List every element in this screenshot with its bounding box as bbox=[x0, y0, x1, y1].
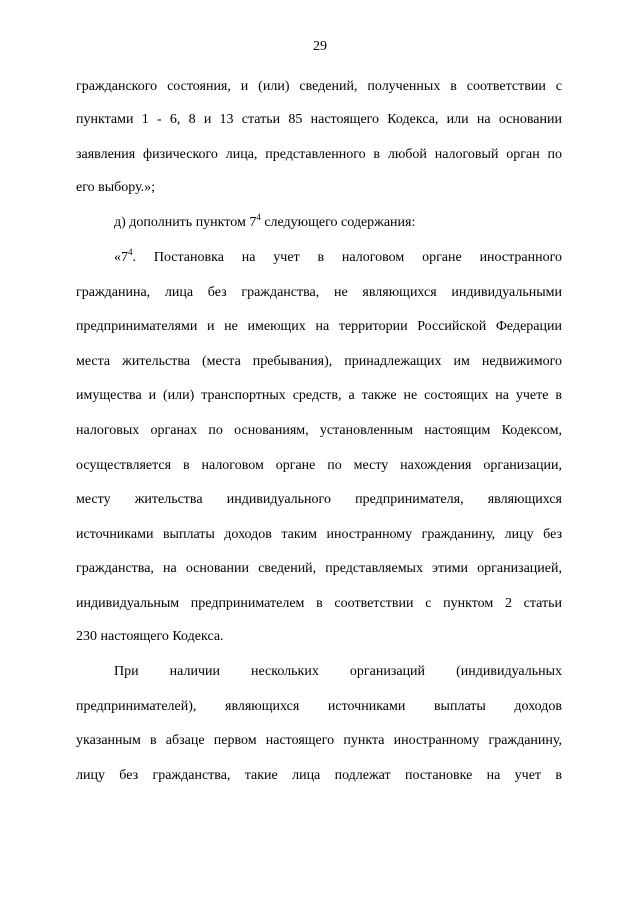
paragraph-2-line-1 bbox=[114, 214, 562, 232]
paragraph-3-line-10: гражданства, на основании сведений, представляемых этими организацией, bbox=[76, 561, 562, 576]
paragraph-3-line-3: предпринимателями и не имеющих на территории Российской Федерации bbox=[76, 319, 562, 334]
paragraph-3-line-11: индивидуальным предпринимателем в соответствии с пунктом 2 статьи bbox=[76, 596, 562, 611]
paragraph-2-superscript: 4 bbox=[256, 212, 261, 222]
paragraph-4-line-2: предпринимателей), являющихся источниками выплаты доходов bbox=[76, 699, 562, 714]
paragraph-1-line-3: заявления физического лица, представленного в любой налоговый орган по bbox=[76, 147, 562, 162]
paragraph-3-line-5: имущества и (или) транспортных средств, а также не состоящих на учете в bbox=[76, 388, 562, 403]
paragraph-4-line-3: указанным в абзаце первом настоящего пункта иностранному гражданину, bbox=[76, 733, 562, 748]
paragraph-3-line-1 bbox=[114, 249, 562, 267]
paragraph-1-line-4: его выбору.»; bbox=[76, 180, 156, 195]
paragraph-1-line-2: пунктами 1 - 6, 8 и 13 статьи 85 настоящего Кодекса, или на основании bbox=[76, 112, 562, 127]
paragraph-3-quote-start: «7 bbox=[114, 250, 128, 265]
paragraph-2-text-start: д) дополнить пунктом 7 bbox=[114, 215, 257, 230]
paragraph-3-superscript: 4 bbox=[128, 247, 133, 257]
page-number: 29 bbox=[313, 39, 327, 54]
paragraph-3-line-12: 230 настоящего Кодекса. bbox=[76, 629, 224, 644]
paragraph-3-line-2: гражданина, лица без гражданства, не являющихся индивидуальными bbox=[76, 285, 562, 300]
paragraph-3-line-7: осуществляется в налоговом органе по месту нахождения организации, bbox=[76, 458, 562, 473]
paragraph-3-line-8: месту жительства индивидуального предпринимателя, являющихся bbox=[76, 492, 562, 507]
paragraph-3-line-9: источниками выплаты доходов таким иностранному гражданину, лицу без bbox=[76, 527, 562, 542]
paragraph-2-text-end: следующего содержания: bbox=[260, 215, 416, 230]
paragraph-3-line-1-text: . Постановка на учет в налоговом органе иностранного bbox=[132, 250, 562, 265]
paragraph-4-line-4: лицу без гражданства, такие лица подлежат постановке на учет в bbox=[76, 768, 562, 783]
paragraph-4-line-1: При наличии нескольких организаций (индивидуальных bbox=[114, 664, 562, 679]
paragraph-1-line-1: гражданского состояния, и (или) сведений, полученных в соответствии с bbox=[76, 79, 562, 94]
paragraph-3-line-4: места жительства (места пребывания), принадлежащих им недвижимого bbox=[76, 354, 562, 369]
paragraph-3-line-6: налоговых органах по основаниям, установленным настоящим Кодексом, bbox=[76, 423, 562, 438]
